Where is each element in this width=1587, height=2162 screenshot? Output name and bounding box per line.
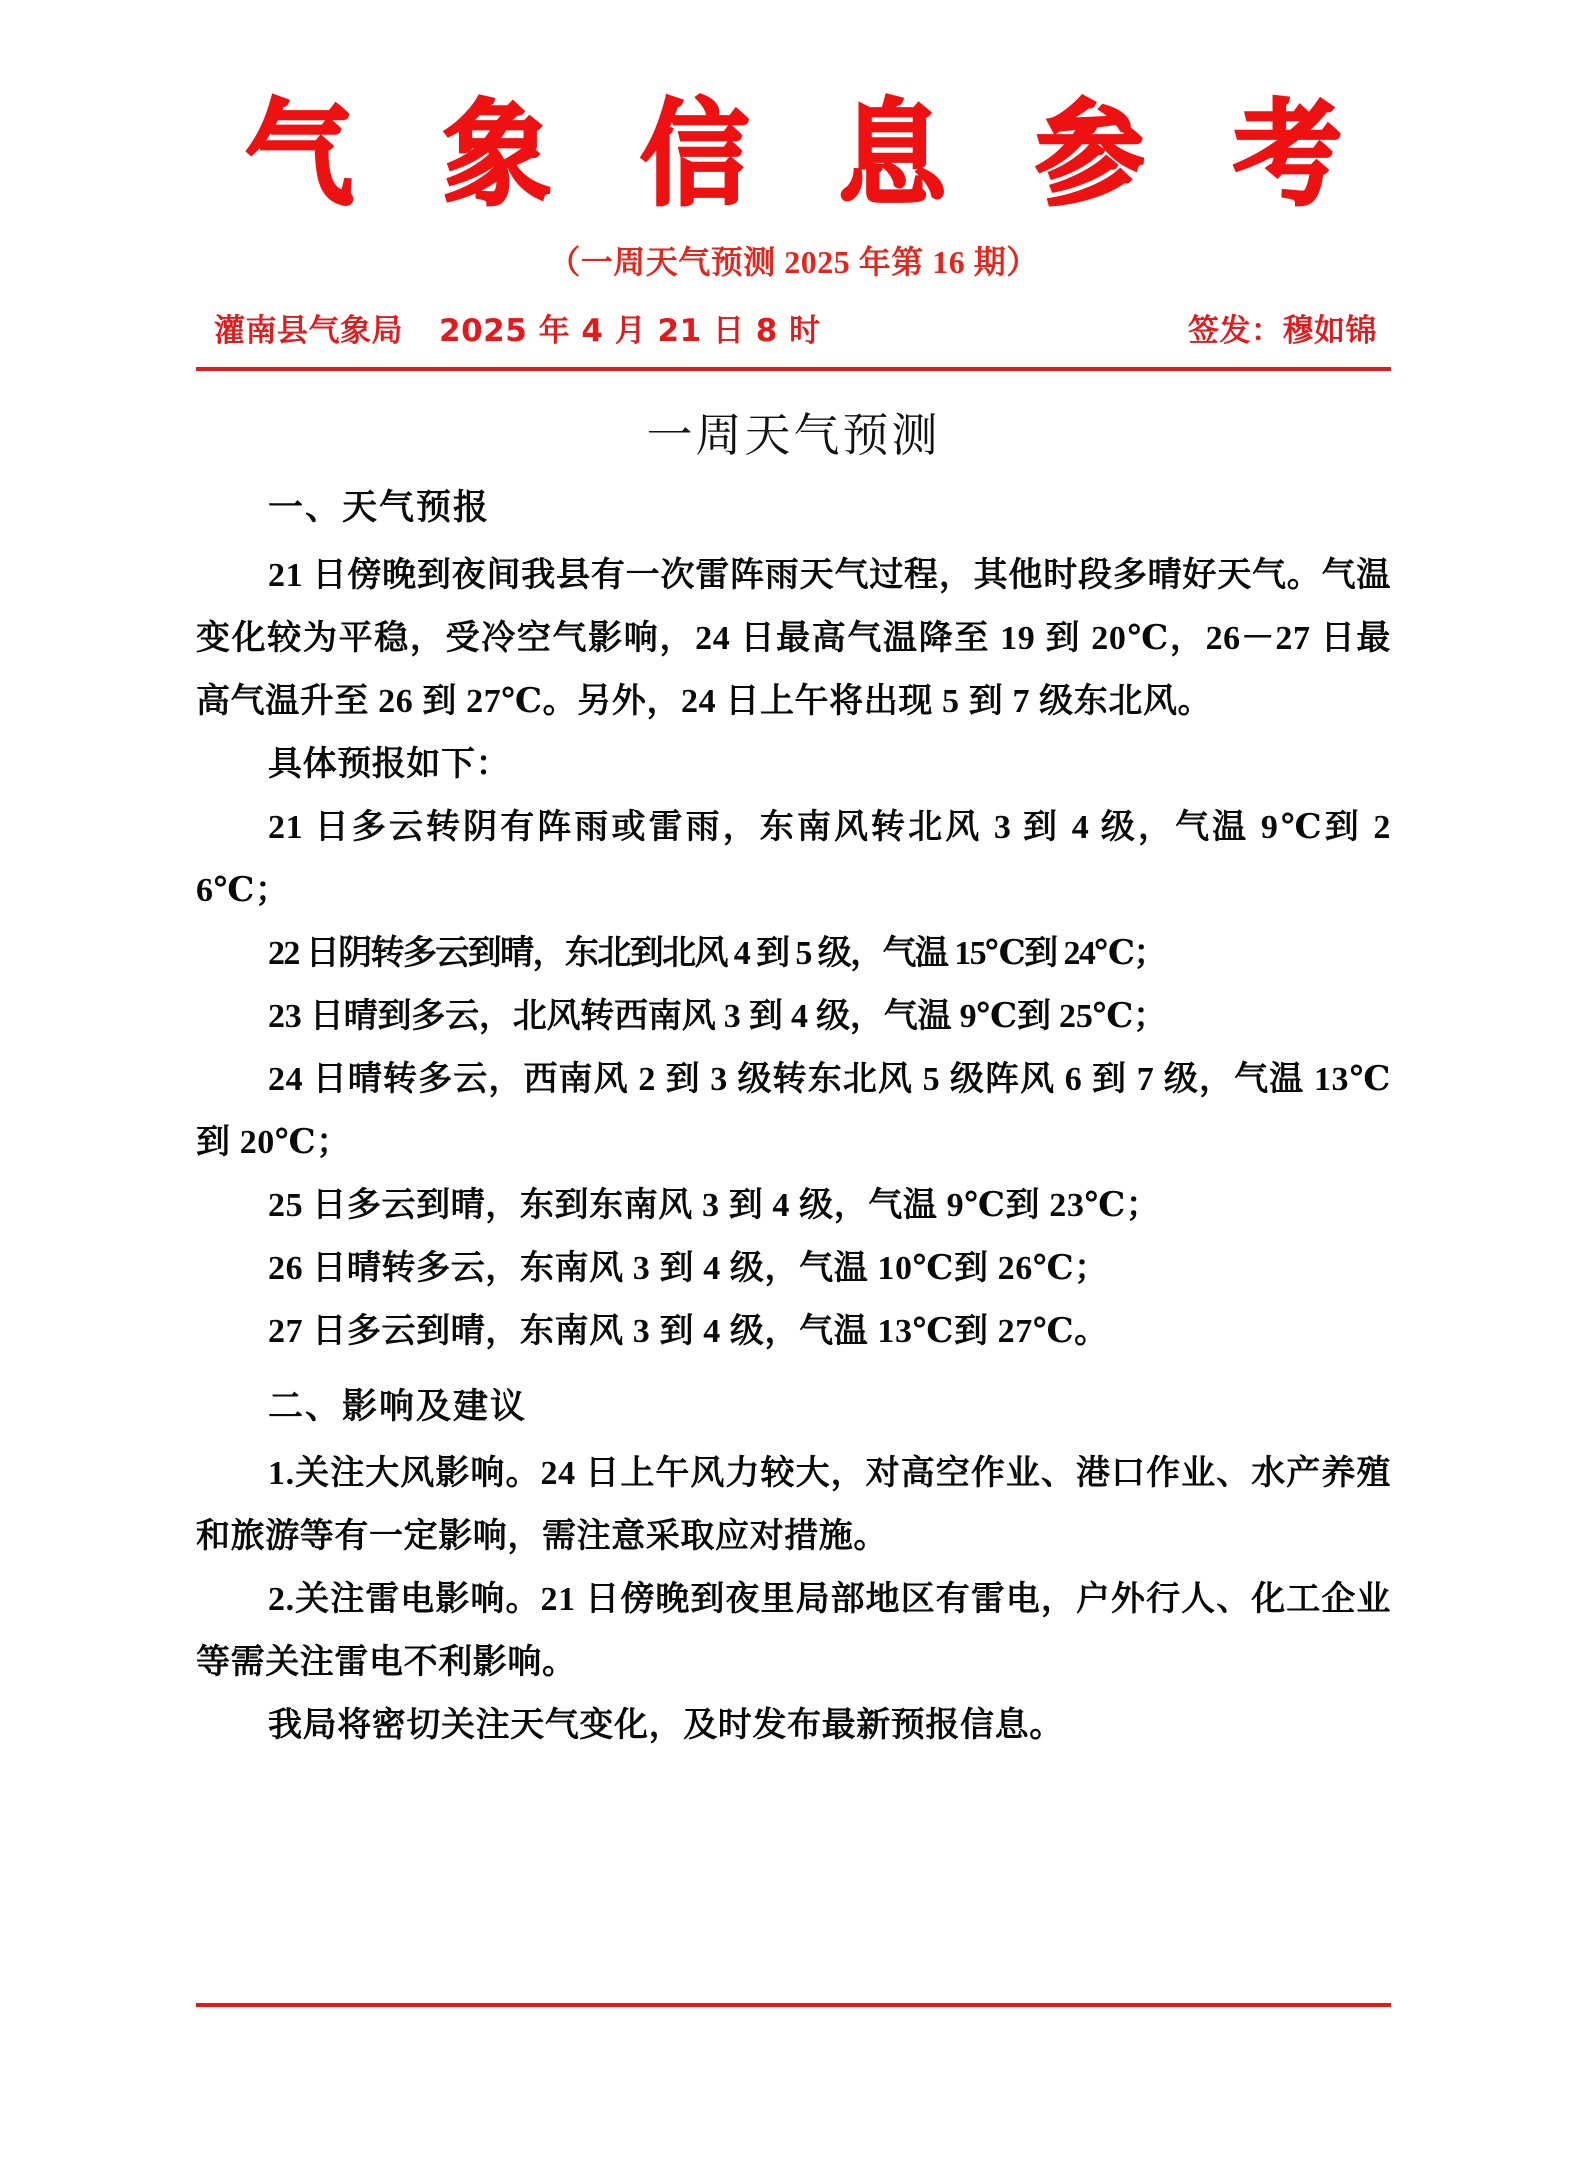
header-divider xyxy=(196,367,1391,371)
forecast-day-24: 24 日晴转多云，西南风 2 到 3 级转东北风 5 级阵风 6 到 7 级，气温 13℃到 20℃； xyxy=(196,1060,1391,1161)
forecast-day-22: 22 日阴转多云到晴，东北到北风 4 到 5 级，气温 15℃到 24℃； xyxy=(268,934,1166,972)
forecast-day-21: 21 日多云转阴有阵雨或雷雨，东南风转北风 3 到 4 级，气温 9℃到 26℃； xyxy=(196,808,1391,909)
meta-row xyxy=(196,313,1391,350)
advice-item-2: 2.关注雷电影响。21 日傍晚到夜里局部地区有雷电，户外行人、化工企业等需关注雷电不利影响。 xyxy=(196,1581,1391,1682)
masthead-title: 气 象 信 息 参 考 xyxy=(245,88,1368,222)
footer-divider xyxy=(196,2003,1391,2007)
masthead xyxy=(196,0,1391,281)
forecast-day-25: 25 日多云到晴，东到东南风 3 到 4 级，气温 9℃到 23℃； xyxy=(268,1186,1161,1224)
issue-datetime: 2025 年 4 月 21 日 8 时 xyxy=(439,313,821,350)
issuing-bureau: 灌南县气象局 xyxy=(214,313,403,350)
section-body-impacts xyxy=(196,1442,1391,1757)
page-title: 一周天气预测 xyxy=(646,407,941,462)
paragraph: 21 日傍晚到夜间我县有一次雷阵雨天气过程，其他时段多晴好天气。气温变化较为平稳，受冷空气影响，24 日最高气温降至 19 到 20℃，26－27 日最高气温升至 26 到 27℃。另外，24 日上午将出现 5 到 7 级东北风。 xyxy=(196,556,1391,720)
section-heading-impacts: 二、影响及建议 xyxy=(268,1386,528,1427)
paragraph: 具体预报如下： xyxy=(268,745,511,783)
signer: 签发：穆如锦 xyxy=(1188,313,1377,350)
masthead-subtitle: （一周天气预测 2025 年第 16 期） xyxy=(548,243,1039,280)
forecast-day-27: 27 日多云到晴，东南风 3 到 4 级，气温 13℃到 27℃。 xyxy=(268,1312,1109,1350)
closing-statement: 我局将密切关注天气变化，及时发布最新预报信息。 xyxy=(268,1707,1064,1745)
section-body-forecast xyxy=(196,544,1391,1363)
section-heading-forecast: 一、天气预报 xyxy=(268,488,491,529)
forecast-day-26: 26 日晴转多云，东南风 3 到 4 级，气温 10℃到 26℃； xyxy=(268,1249,1109,1287)
forecast-day-23: 23 日晴到多云，北风转西南风 3 到 4 级，气温 9℃到 25℃； xyxy=(268,997,1167,1035)
advice-item-1: 1.关注大风影响。24 日上午风力较大，对高空作业、港口作业、水产养殖和旅游等有一定影响，需注意采取应对措施。 xyxy=(196,1455,1391,1556)
